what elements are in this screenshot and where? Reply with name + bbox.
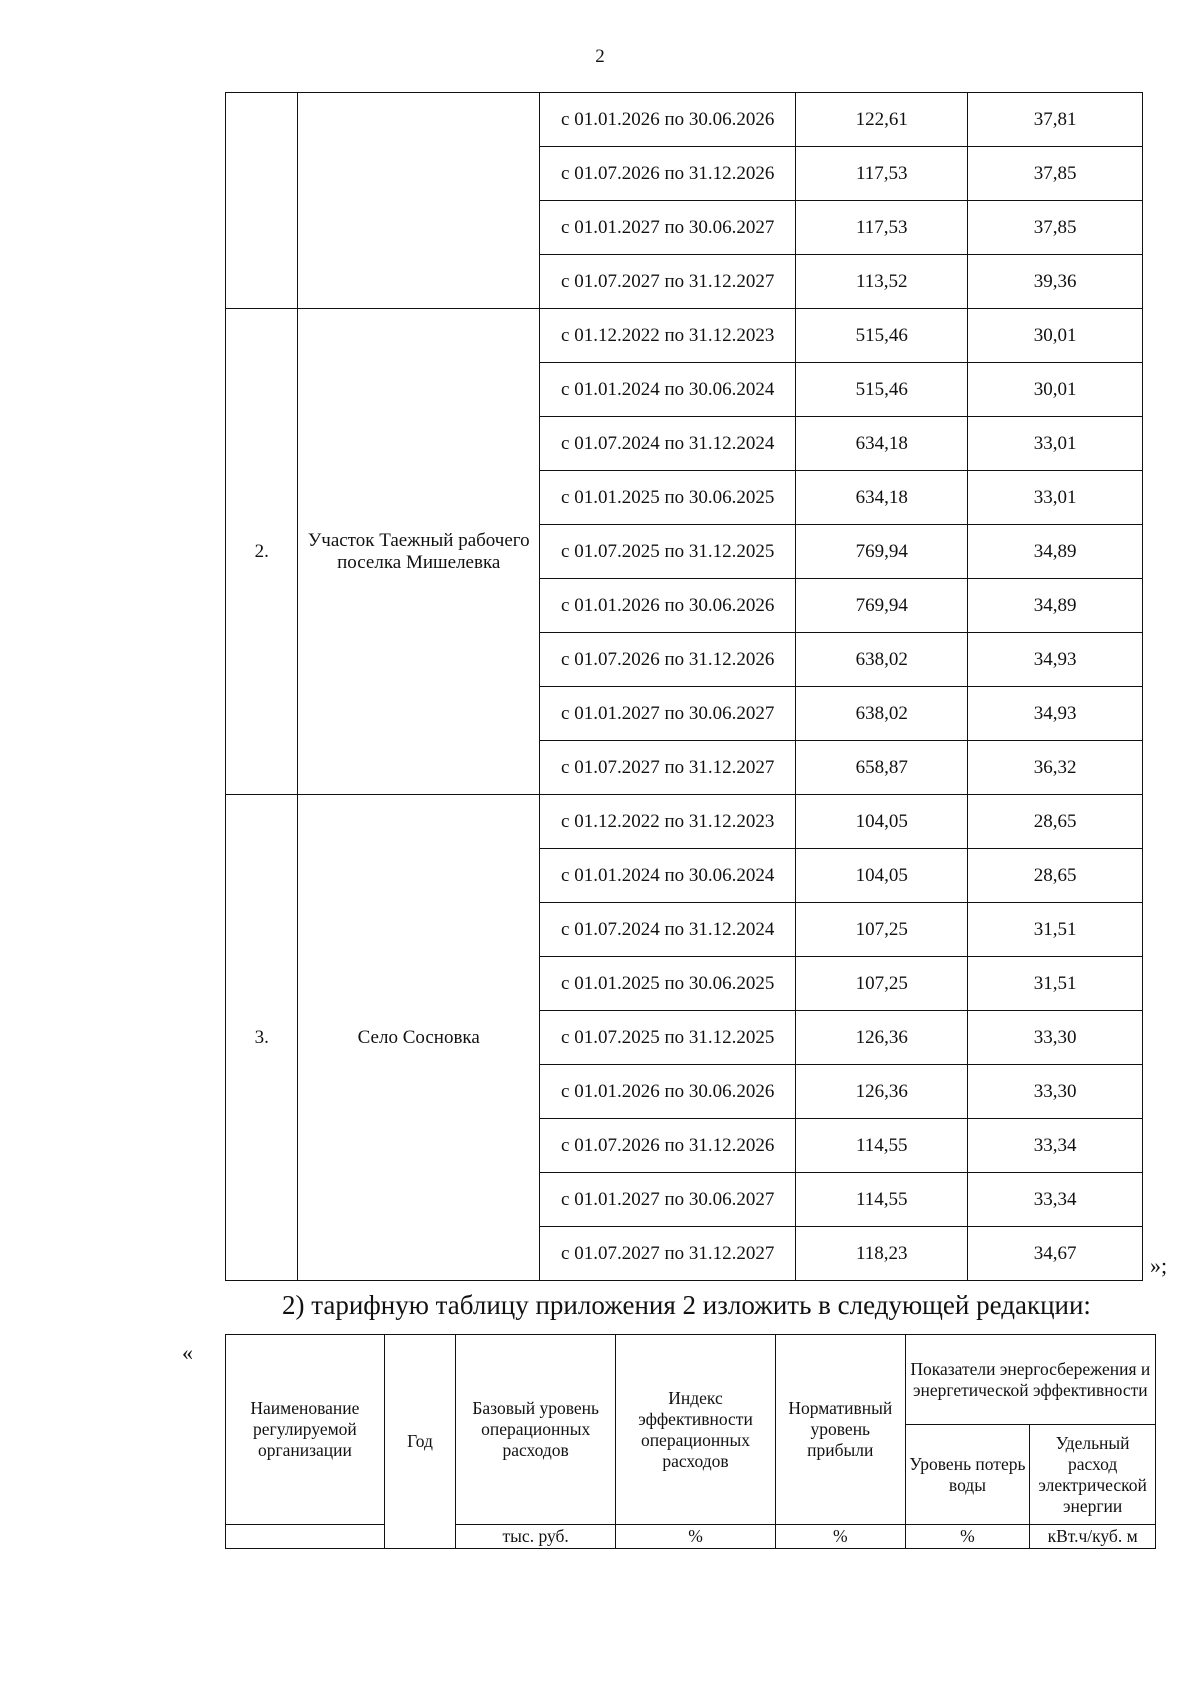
period-cell: с 01.01.2025 по 30.06.2025 <box>540 471 796 525</box>
group-name: Село Сосновка <box>298 795 540 1281</box>
period-cell: с 01.07.2027 по 31.12.2027 <box>540 255 796 309</box>
value2-cell: 34,93 <box>968 687 1143 741</box>
value2-cell: 30,01 <box>968 363 1143 417</box>
parameters-units-row <box>226 1525 1156 1549</box>
value1-cell: 117,53 <box>796 147 968 201</box>
header-energy-group: Показатели энергосбережения и энергетической эффективности <box>905 1335 1155 1425</box>
tariff-table <box>225 92 1143 1281</box>
value2-cell: 33,34 <box>968 1173 1143 1227</box>
parameters-header-row <box>226 1335 1156 1425</box>
value1-cell: 122,61 <box>796 93 968 147</box>
instruction-text: 2) тарифную таблицу приложения 2 изложить в следующей редакции: <box>282 1290 1091 1320</box>
value1-cell: 114,55 <box>796 1119 968 1173</box>
value2-cell: 33,30 <box>968 1065 1143 1119</box>
value2-cell: 33,01 <box>968 417 1143 471</box>
value1-cell: 638,02 <box>796 633 968 687</box>
value1-cell: 113,52 <box>796 255 968 309</box>
period-cell: с 01.07.2024 по 31.12.2024 <box>540 417 796 471</box>
tariff-table-body <box>226 93 1143 1281</box>
period-cell: с 01.01.2026 по 30.06.2026 <box>540 1065 796 1119</box>
value1-cell: 114,55 <box>796 1173 968 1227</box>
unit-profit-level: % <box>775 1525 905 1549</box>
closing-quote-mark: »; <box>1150 1253 1168 1278</box>
value1-cell: 107,25 <box>796 903 968 957</box>
group-number: 3. <box>226 795 298 1281</box>
value2-cell: 34,89 <box>968 579 1143 633</box>
unit-empty-cell <box>226 1525 385 1549</box>
unit-efficiency-index: % <box>616 1525 776 1549</box>
value1-cell: 638,02 <box>796 687 968 741</box>
period-cell: с 01.07.2024 по 31.12.2024 <box>540 903 796 957</box>
period-cell: с 01.01.2027 по 30.06.2027 <box>540 201 796 255</box>
value2-cell: 34,89 <box>968 525 1143 579</box>
period-cell: с 01.01.2024 по 30.06.2024 <box>540 849 796 903</box>
header-year: Год <box>384 1335 455 1549</box>
page-number: 2 <box>595 46 605 67</box>
value1-cell: 104,05 <box>796 795 968 849</box>
opening-quote-mark: « <box>182 1340 193 1365</box>
period-cell: с 01.01.2027 по 30.06.2027 <box>540 1173 796 1227</box>
unit-specific-consumption: кВт.ч/куб. м <box>1030 1525 1156 1549</box>
period-cell: с 01.07.2026 по 31.12.2026 <box>540 147 796 201</box>
value1-cell: 107,25 <box>796 957 968 1011</box>
value2-cell: 28,65 <box>968 795 1143 849</box>
header-specific-consumption: Удельный расход электрической энергии <box>1030 1425 1156 1525</box>
tariff-row <box>226 795 1143 849</box>
parameters-table <box>225 1334 1156 1549</box>
value1-cell: 126,36 <box>796 1065 968 1119</box>
period-cell: с 01.01.2026 по 30.06.2026 <box>540 579 796 633</box>
group-name: Участок Таежный рабочего поселка Мишелевка <box>298 309 540 795</box>
period-cell: с 01.07.2026 по 31.12.2026 <box>540 633 796 687</box>
group-name <box>298 93 540 309</box>
period-cell: с 01.07.2025 по 31.12.2025 <box>540 1011 796 1065</box>
period-cell: с 01.07.2025 по 31.12.2025 <box>540 525 796 579</box>
header-efficiency-index: Индекс эффективности операционных расходов <box>616 1335 776 1525</box>
period-cell: с 01.01.2027 по 30.06.2027 <box>540 687 796 741</box>
period-cell: с 01.12.2022 по 31.12.2023 <box>540 309 796 363</box>
unit-base-level: тыс. руб. <box>456 1525 616 1549</box>
value1-cell: 634,18 <box>796 417 968 471</box>
value2-cell: 30,01 <box>968 309 1143 363</box>
value2-cell: 39,36 <box>968 255 1143 309</box>
value1-cell: 634,18 <box>796 471 968 525</box>
value2-cell: 37,85 <box>968 201 1143 255</box>
period-cell: с 01.01.2026 по 30.06.2026 <box>540 93 796 147</box>
value2-cell: 37,85 <box>968 147 1143 201</box>
value1-cell: 515,46 <box>796 363 968 417</box>
value2-cell: 36,32 <box>968 741 1143 795</box>
value2-cell: 37,81 <box>968 93 1143 147</box>
value1-cell: 769,94 <box>796 525 968 579</box>
value2-cell: 33,34 <box>968 1119 1143 1173</box>
value2-cell: 31,51 <box>968 957 1143 1011</box>
header-base-level: Базовый уровень операционных расходов <box>456 1335 616 1525</box>
value1-cell: 104,05 <box>796 849 968 903</box>
period-cell: с 01.07.2027 по 31.12.2027 <box>540 741 796 795</box>
period-cell: с 01.01.2024 по 30.06.2024 <box>540 363 796 417</box>
value2-cell: 33,30 <box>968 1011 1143 1065</box>
value2-cell: 33,01 <box>968 471 1143 525</box>
unit-water-loss: % <box>905 1525 1030 1549</box>
value1-cell: 118,23 <box>796 1227 968 1281</box>
value2-cell: 34,93 <box>968 633 1143 687</box>
header-profit-level: Нормативный уровень прибыли <box>775 1335 905 1525</box>
value1-cell: 515,46 <box>796 309 968 363</box>
tariff-row <box>226 93 1143 147</box>
period-cell: с 01.01.2025 по 30.06.2025 <box>540 957 796 1011</box>
value1-cell: 769,94 <box>796 579 968 633</box>
value1-cell: 126,36 <box>796 1011 968 1065</box>
value1-cell: 658,87 <box>796 741 968 795</box>
header-water-loss: Уровень потерь воды <box>905 1425 1030 1525</box>
period-cell: с 01.07.2026 по 31.12.2026 <box>540 1119 796 1173</box>
group-number <box>226 93 298 309</box>
value1-cell: 117,53 <box>796 201 968 255</box>
value2-cell: 31,51 <box>968 903 1143 957</box>
value2-cell: 28,65 <box>968 849 1143 903</box>
header-organization-name: Наименование регулируемой организации <box>226 1335 385 1525</box>
value2-cell: 34,67 <box>968 1227 1143 1281</box>
tariff-row <box>226 309 1143 363</box>
group-number: 2. <box>226 309 298 795</box>
period-cell: с 01.12.2022 по 31.12.2023 <box>540 795 796 849</box>
period-cell: с 01.07.2027 по 31.12.2027 <box>540 1227 796 1281</box>
